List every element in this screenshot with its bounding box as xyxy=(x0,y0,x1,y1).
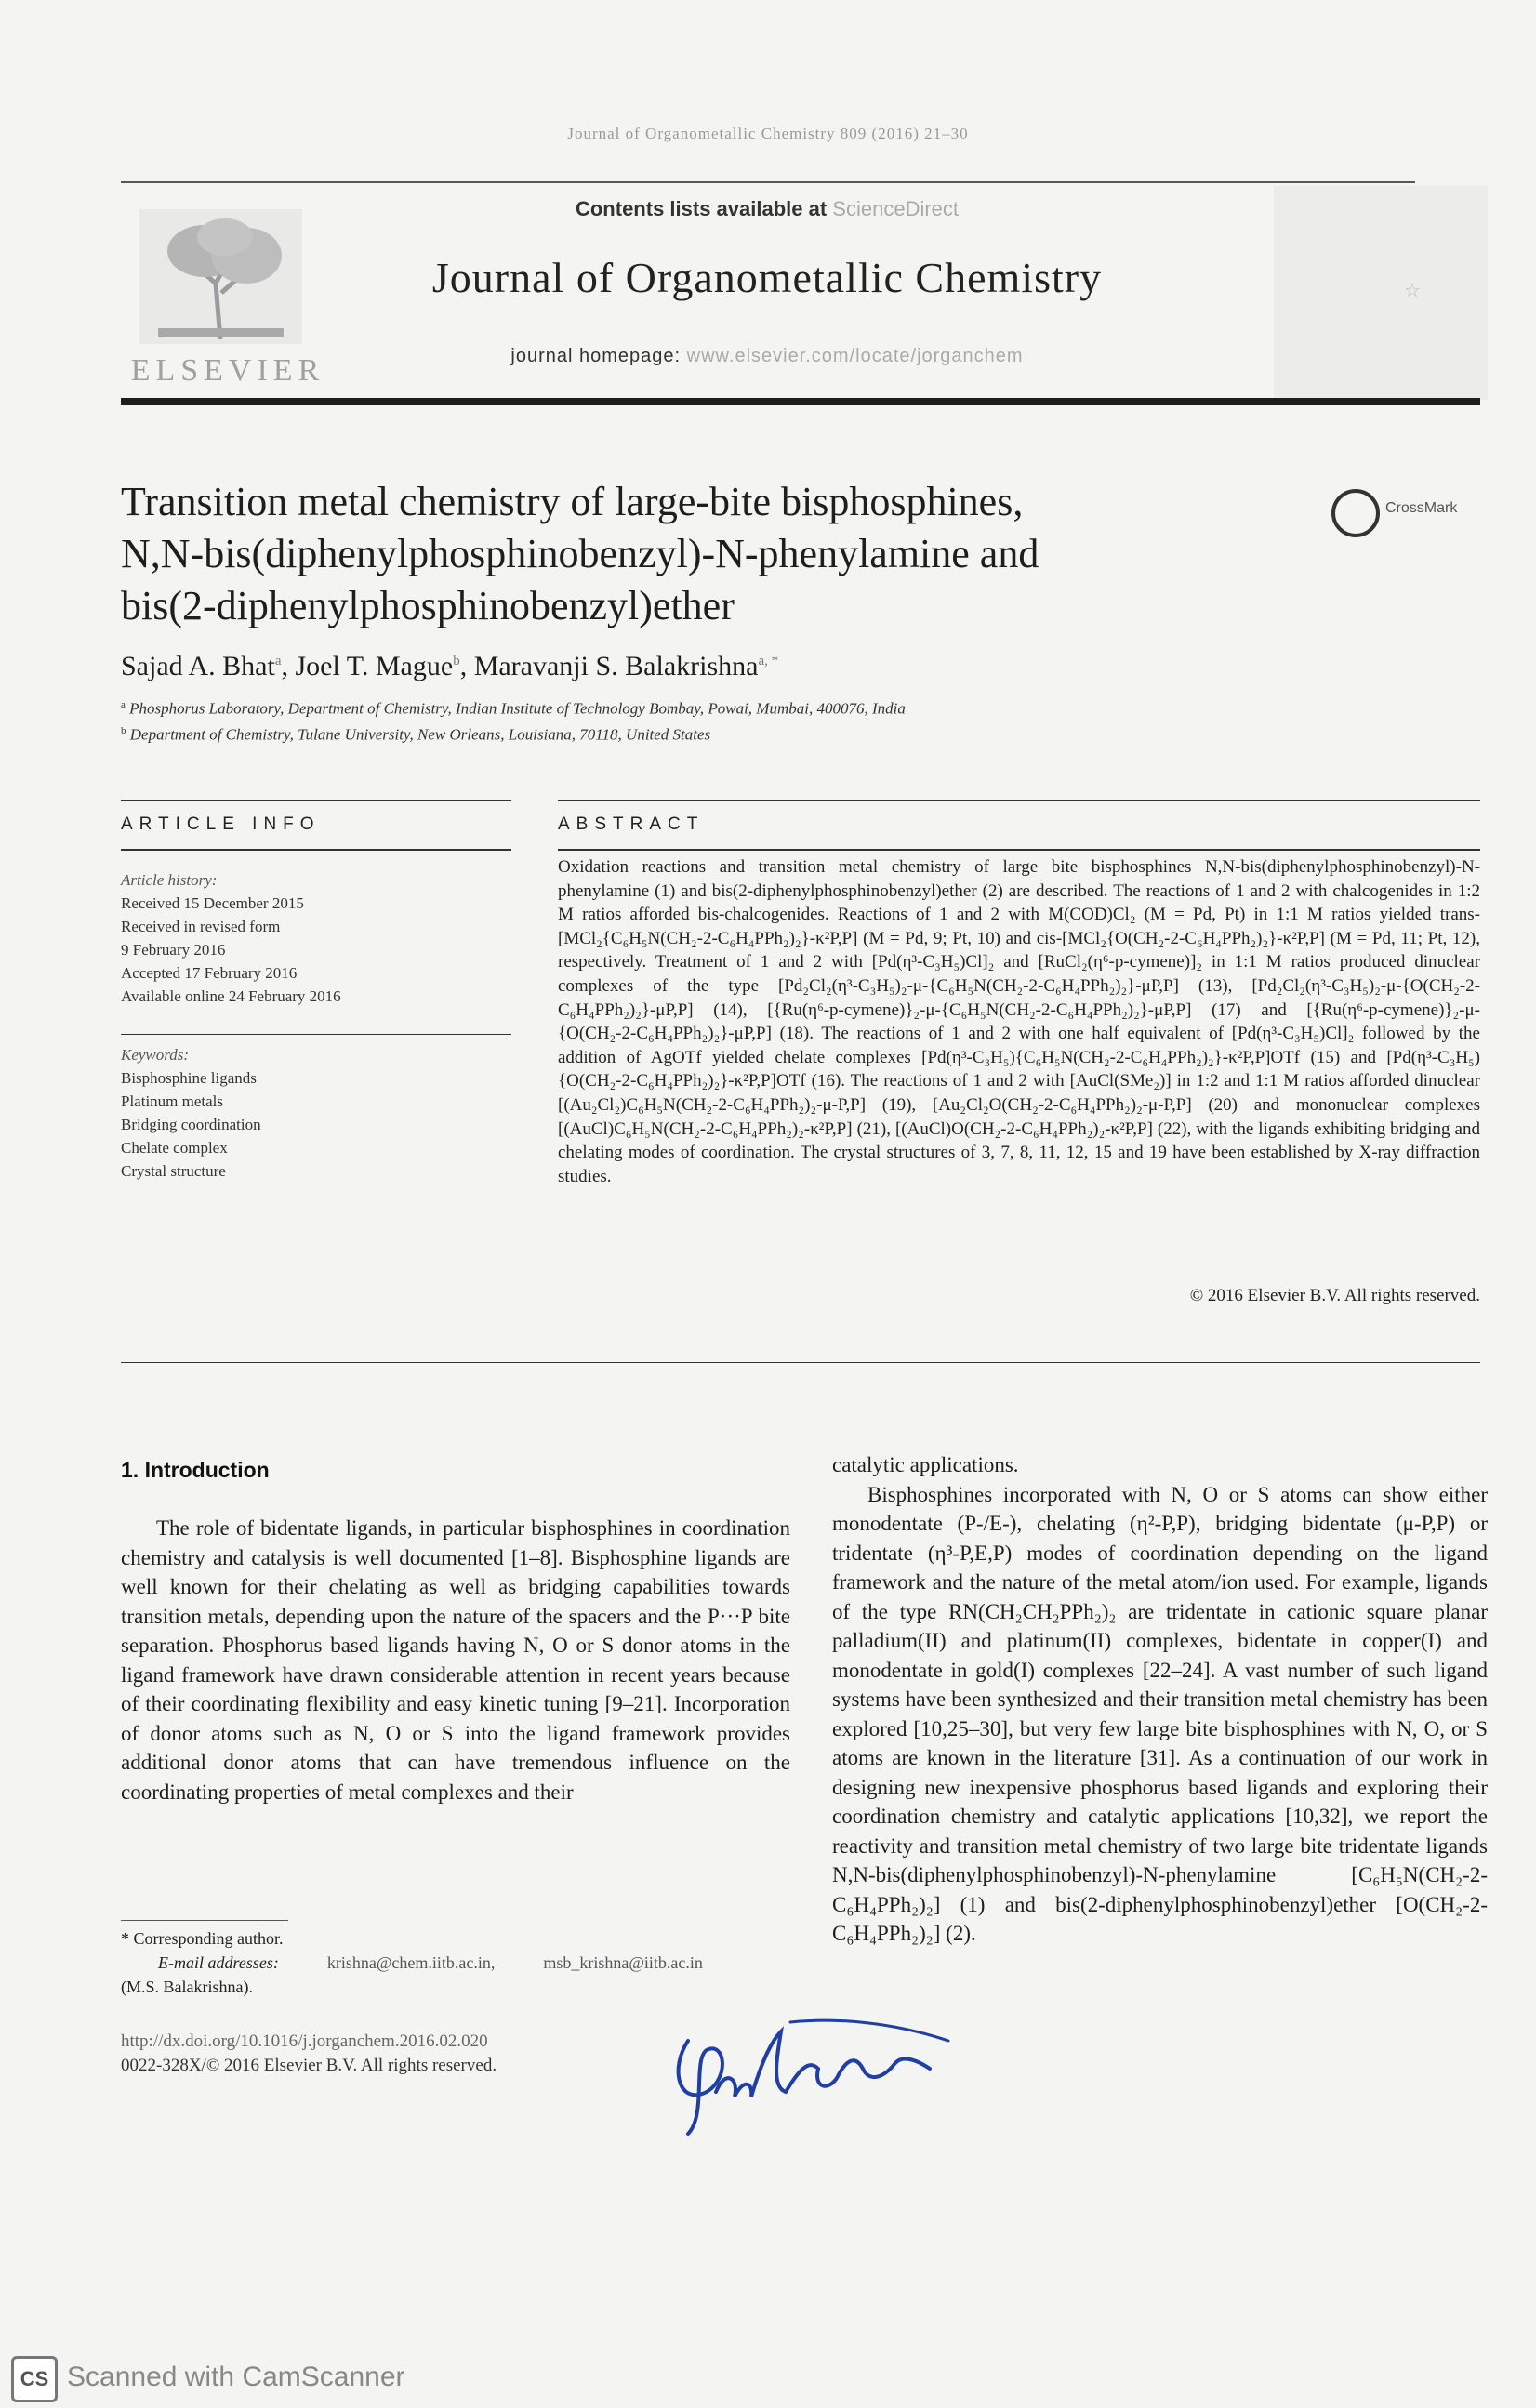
sciencedirect-link[interactable]: ScienceDirect xyxy=(832,197,960,220)
history-label: Article history: xyxy=(121,871,218,889)
doi-block xyxy=(121,2030,497,2078)
masthead-top-rule xyxy=(121,181,1415,183)
history-item: Accepted 17 February 2016 xyxy=(121,964,298,982)
intro-paragraph-2: Bisphosphines incorporated with N, O or S atoms can show either monodentate (P-/E-), chelating (η²-P,P), bridging bidentate (μ-P,P) or tridentate (η³-P,E,P) modes of coordination depending on the ligand framework and the nature of the metal atom/ion used. For example, ligands of the type RN(CH₂CH₂PPh₂)₂ are tridentate in cationic square planar palladium(II) and platinum(II) complexes, bidentate in copper(I) and monodentate in gold(I) complexes [22–24]. A vast number of such ligand systems have been synthesized and their transition metal chemistry has been explored [10,25–30], but very few large bite bisphosphines with N, O, or S atoms are known in the literature [31]. As a continuation of our work in designing new inexpensive phosphorus based ligands and exploring their coordination chemistry and catalytic applications [10,32], we report the reactivity and transition metal chemistry of two large bite tridentate ligands N,N-bis(diphenylphosphinobenzyl)-N-phenylamine [C₆H₅N(CH₂-2-C₆H₄PPh₂)₂] (1) and bis(2-diphenylphosphinobenzyl)ether [O(CH₂-2-C₆H₄PPh₂)₂] (2). xyxy=(832,1482,1488,1945)
article-history xyxy=(121,868,493,1008)
masthead-thick-rule xyxy=(121,398,1480,405)
crossmark-label: CrossMark xyxy=(1385,500,1458,516)
author-affil-mark: a, * xyxy=(758,654,779,668)
corresponding-author-footnote xyxy=(121,1926,790,1999)
affiliation-mark: b xyxy=(121,725,126,736)
journal-title: Journal of Organometallic Chemistry xyxy=(431,254,1103,301)
keywords-rule xyxy=(121,1034,511,1035)
abstract-heading: ABSTRACT xyxy=(558,814,705,834)
article-info-top-rule xyxy=(121,800,511,801)
abstract-rule xyxy=(558,849,1480,851)
keyword: Chelate complex xyxy=(121,1139,228,1157)
paper-title xyxy=(121,476,1283,632)
keyword: Platinum metals xyxy=(121,1092,224,1110)
abstract-text: Oxidation reactions and transition metal chemistry of large bite bisphosphines N,N-bis(diphenylphosphinobenzyl)-N-phenylamine (1) and bis(2-diphenylphosphinobenzyl)ether (2) are described. The reactions of 1 and 2 with chalcogenides in 1:2 M ratios afforded bis-chalcogenides. Reactions of 1 and 2 with M(COD)Cl₂ (M = Pd, Pt) in 1:1 M ratios yielded trans-[MCl₂{C₆H₅N(CH₂-2-C₆H₄PPh₂)₂}-κ²P,P] (M = Pd, 9; Pt, 10) and cis-[MCl₂{O(CH₂-2-C₆H₄PPh₂)₂}-κ²P,P] (M = Pd, 11; Pt, 12), respectively. Treatment of 1 and 2 with [Pd(η³-C₃H₅)Cl]₂ and [RuCl₂(η⁶-p-cymene)]₂ in 1:1 M ratios produced dinuclear complexes of the type [Pd₂Cl₂(η³-C₃H₅)₂-μ-{C₆H₅N(CH₂-2-C₆H₄PPh₂)₂}-μP,P] (13), [Pd₂Cl₂(η³-C₃H₅)₂-μ-{O(CH₂-2-C₆H₄PPh₂)₂}-μP,P] (14), [{Ru(η⁶-p-cymene)}₂-μ-{C₆H₅N(CH₂-2-C₆H₄PPh₂)₂}-μP,P] (17) and [{Ru(η⁶-p-cymene)}₂-μ-{O(CH₂-2-C₆H₄PPh₂)₂}-μP,P] (18). The reactions of 1 and 2 with one half equivalent of [Pd(η³-C₃H₅)Cl]₂ followed by the addition of AgOTf yielded chelate complexes [Pd(η³-C₃H₅){C₆H₅N(CH₂-2-C₆H₄PPh₂)₂}-κ²P,P]OTf (15) and [Pd(η³-C₃H₅){O(CH₂-2-C₆H₄PPh₂)₂}-κ²P,P]OTf (16). The reactions of 1 and 2 with [AuCl(SMe₂)] in 1:2 and 1:1 M ratios afforded dinuclear [(Au₂Cl₂)C₆H₅N(CH₂-2-C₆H₄PPh₂)₂-μ-P,P] (19), [Au₂Cl₂O(CH₂-2-C₆H₄PPh₂)₂-μ-P,P] (20) and mononuclear complexes [(AuCl)C₆H₅N(CH₂-2-C₆H₄PPh₂)₂-κ²P,P] (21), [(AuCl)O(CH₂-2-C₆H₄PPh₂)₂-κ²P,P] (22), with the ligands exhibiting bridging and chelating modes of coordination. The crystal structures of 3, 7, 8, 11, 12, 15 and 19 have been established by X-ray diffraction studies. xyxy=(558,857,1480,1186)
footnote-rule xyxy=(121,1920,288,1921)
journal-homepage xyxy=(335,346,1199,367)
handwritten-signature xyxy=(651,2004,967,2143)
contents-prefix: Contents lists available at xyxy=(575,197,833,220)
camscanner-icon: CS xyxy=(11,2356,58,2402)
author-affil-mark: b xyxy=(453,654,460,668)
copyright-notice: © 2016 Elsevier B.V. All rights reserved. xyxy=(1189,1286,1480,1305)
elsevier-tree-logo xyxy=(139,209,302,344)
abstract-top-rule xyxy=(558,800,1480,801)
affiliation xyxy=(121,725,710,745)
affiliation-mark: a xyxy=(121,699,126,710)
email-label: E-mail addresses: xyxy=(158,1953,279,1972)
crossmark-icon xyxy=(1331,489,1380,537)
camscanner-text: Scanned with CamScanner xyxy=(67,2362,405,2392)
introduction-heading: 1. Introduction xyxy=(121,1458,270,1482)
journal-reference: Journal of Organometallic Chemistry 809 (2016) 21–30 xyxy=(567,125,969,142)
history-item: 9 February 2016 xyxy=(121,941,226,959)
history-item: Available online 24 February 2016 xyxy=(121,987,341,1005)
issn-line: 0022-328X/© 2016 Elsevier B.V. All rights reserved. xyxy=(121,2056,497,2075)
keyword: Crystal structure xyxy=(121,1162,226,1180)
title-line-3: bis(2-diphenylphosphinobenzyl)ether xyxy=(121,583,735,628)
homepage-label: journal homepage: xyxy=(510,346,687,366)
email-address[interactable]: krishna@chem.iitb.ac.in, xyxy=(326,1953,496,1972)
affiliation-text: Phosphorus Laboratory, Department of Chemistry, Indian Institute of Technology Bombay, Powai, Mumbai, 400076, India xyxy=(129,699,906,718)
crossmark-badge[interactable] xyxy=(1331,483,1490,539)
history-item: Received in revised form xyxy=(121,918,281,935)
affiliation xyxy=(121,699,906,719)
article-info-heading: ARTICLE INFO xyxy=(121,814,321,834)
keywords-label: Keywords: xyxy=(121,1046,190,1064)
keywords-block xyxy=(121,1043,493,1183)
author-affil-mark: a xyxy=(274,654,282,668)
author-initials: (M.S. Balakrishna). xyxy=(121,1978,253,1996)
section-divider xyxy=(121,1362,1480,1363)
title-line-2: N,N-bis(diphenylphosphinobenzyl)-N-phenylamine and xyxy=(121,531,1039,576)
doi-link[interactable]: http://dx.doi.org/10.1016/j.jorganchem.2016.02.020 xyxy=(121,2031,488,2051)
intro-paragraph-1-continued: catalytic applications. xyxy=(832,1453,1019,1476)
journal-cover-thumbnail xyxy=(1274,186,1488,400)
affiliation-text: Department of Chemistry, Tulane University, New Orleans, Louisiana, 70118, United States xyxy=(129,725,711,744)
article-info-rule xyxy=(121,849,511,851)
history-item: Received 15 December 2015 xyxy=(121,894,304,912)
author-name[interactable]: Joel T. Mague xyxy=(295,651,454,681)
keyword: Bisphosphine ligands xyxy=(121,1069,257,1087)
title-line-1: Transition metal chemistry of large-bite bisphosphines, xyxy=(121,479,1024,524)
camscanner-watermark xyxy=(0,2352,483,2404)
intro-paragraph-1: The role of bidentate ligands, in particular bisphosphines in coordination chemistry and catalysis is well documented [1–8]. Bisphosphine ligands are well known for their chelating as well as bridging capabilities towards transition metals, depending upon the nature of the spacers and the P···P bite separation. Phosphorus based ligands having N, O or S donor atoms in the ligand framework have drawn considerable attention in recent years because of their coordinating flexibility and easy kinetic tuning [9–21]. Incorporation of donor atoms such as N, O or S into the ligand framework provides additional donor atoms that can have tremendous influence on the coordinating properties of metal complexes and their xyxy=(121,1516,790,1804)
author-list: Sajad A. Bhat$^a$, Joel T. Mague$^b$, Maravanji S. Balakrishna$^{a, *}$ xyxy=(121,651,779,681)
homepage-url[interactable]: www.elsevier.com/locate/jorganchem xyxy=(686,346,1024,366)
author-name[interactable]: Sajad A. Bhat xyxy=(121,651,275,681)
email-address[interactable]: msb_krishna@iitb.ac.in xyxy=(543,1953,703,1972)
publisher-logo-text: ELSEVIER xyxy=(130,353,325,388)
author-name[interactable]: Maravanji S. Balakrishna xyxy=(473,651,759,681)
corresponding-author-label: * Corresponding author. xyxy=(121,1929,284,1948)
intro-right-column xyxy=(832,1450,1488,1949)
keyword: Bridging coordination xyxy=(121,1116,261,1133)
contents-line xyxy=(335,197,1199,221)
cover-mark: ☆ xyxy=(1404,281,1421,301)
